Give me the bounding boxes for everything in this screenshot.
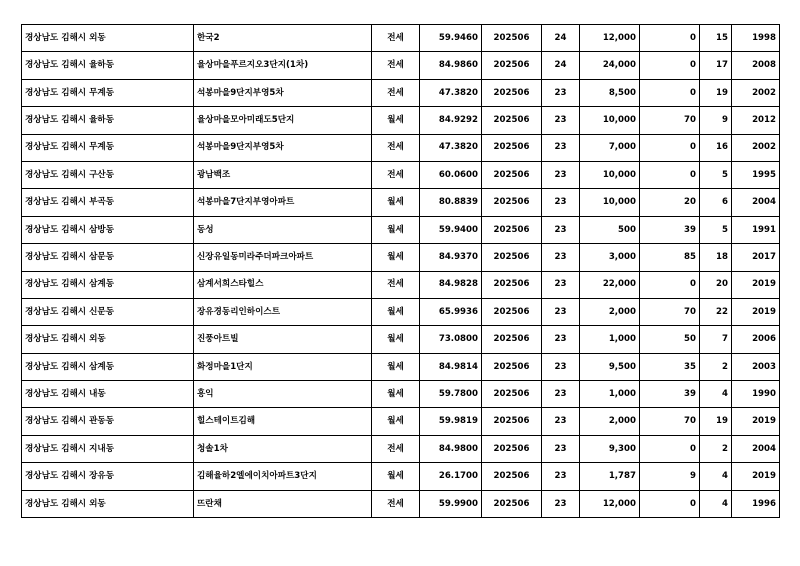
monthly-rent-cell: 85 bbox=[640, 244, 700, 271]
contract-month-cell: 202506 bbox=[482, 298, 542, 325]
floor-cell: 7 bbox=[700, 326, 732, 353]
apartment-name-cell: 김해율하2엘에이치아파트3단지 bbox=[194, 463, 372, 490]
apartment-name-cell: 석봉마을9단지부영5차 bbox=[194, 79, 372, 106]
area-cell: 59.7800 bbox=[420, 381, 482, 408]
monthly-rent-cell: 50 bbox=[640, 326, 700, 353]
area-cell: 59.9460 bbox=[420, 25, 482, 52]
area-cell: 59.9819 bbox=[420, 408, 482, 435]
build-year-cell: 2002 bbox=[732, 79, 780, 106]
area-cell: 59.9900 bbox=[420, 490, 482, 517]
area-cell: 84.9370 bbox=[420, 244, 482, 271]
build-year-cell: 2008 bbox=[732, 52, 780, 79]
area-cell: 84.9860 bbox=[420, 52, 482, 79]
table-row bbox=[22, 244, 780, 271]
monthly-rent-cell: 70 bbox=[640, 408, 700, 435]
build-year-cell: 2006 bbox=[732, 326, 780, 353]
region-cell: 경상남도 김해시 외동 bbox=[22, 25, 194, 52]
contract-day-cell: 23 bbox=[542, 79, 580, 106]
region-cell: 경상남도 김해시 삼문동 bbox=[22, 244, 194, 271]
contract-month-cell: 202506 bbox=[482, 107, 542, 134]
contract-month-cell: 202506 bbox=[482, 25, 542, 52]
build-year-cell: 1996 bbox=[732, 490, 780, 517]
deposit-cell: 3,000 bbox=[580, 244, 640, 271]
apartment-name-cell: 신장유일동미라주더파크아파트 bbox=[194, 244, 372, 271]
deposit-cell: 10,000 bbox=[580, 189, 640, 216]
contract-month-cell: 202506 bbox=[482, 353, 542, 380]
table-row bbox=[22, 353, 780, 380]
monthly-rent-cell: 70 bbox=[640, 107, 700, 134]
table-row bbox=[22, 25, 780, 52]
build-year-cell: 2019 bbox=[732, 463, 780, 490]
apartment-name-cell: 청솔1차 bbox=[194, 435, 372, 462]
area-cell: 26.1700 bbox=[420, 463, 482, 490]
contract-day-cell: 23 bbox=[542, 353, 580, 380]
build-year-cell: 2019 bbox=[732, 298, 780, 325]
apartment-name-cell: 삼계서희스타힐스 bbox=[194, 271, 372, 298]
lease-type-cell: 월세 bbox=[372, 216, 420, 243]
area-cell: 60.0600 bbox=[420, 161, 482, 188]
contract-day-cell: 23 bbox=[542, 134, 580, 161]
deposit-cell: 2,000 bbox=[580, 408, 640, 435]
contract-month-cell: 202506 bbox=[482, 463, 542, 490]
apartment-name-cell: 광남백조 bbox=[194, 161, 372, 188]
contract-day-cell: 23 bbox=[542, 244, 580, 271]
lease-type-cell: 월세 bbox=[372, 107, 420, 134]
region-cell: 경상남도 김해시 관동동 bbox=[22, 408, 194, 435]
monthly-rent-cell: 0 bbox=[640, 271, 700, 298]
lease-type-cell: 월세 bbox=[372, 463, 420, 490]
transaction-table bbox=[21, 24, 780, 518]
contract-month-cell: 202506 bbox=[482, 189, 542, 216]
table-row bbox=[22, 435, 780, 462]
floor-cell: 6 bbox=[700, 189, 732, 216]
deposit-cell: 2,000 bbox=[580, 298, 640, 325]
area-cell: 73.0800 bbox=[420, 326, 482, 353]
deposit-cell: 1,000 bbox=[580, 381, 640, 408]
table-row bbox=[22, 298, 780, 325]
area-cell: 84.9814 bbox=[420, 353, 482, 380]
deposit-cell: 9,300 bbox=[580, 435, 640, 462]
lease-type-cell: 월세 bbox=[372, 298, 420, 325]
region-cell: 경상남도 김해시 무계동 bbox=[22, 134, 194, 161]
contract-day-cell: 23 bbox=[542, 381, 580, 408]
monthly-rent-cell: 0 bbox=[640, 161, 700, 188]
build-year-cell: 2004 bbox=[732, 189, 780, 216]
table-row bbox=[22, 463, 780, 490]
build-year-cell: 2019 bbox=[732, 271, 780, 298]
monthly-rent-cell: 20 bbox=[640, 189, 700, 216]
monthly-rent-cell: 0 bbox=[640, 134, 700, 161]
apartment-name-cell: 한국2 bbox=[194, 25, 372, 52]
table-row bbox=[22, 189, 780, 216]
area-cell: 47.3820 bbox=[420, 79, 482, 106]
lease-type-cell: 월세 bbox=[372, 381, 420, 408]
contract-day-cell: 23 bbox=[542, 435, 580, 462]
lease-type-cell: 월세 bbox=[372, 408, 420, 435]
contract-month-cell: 202506 bbox=[482, 408, 542, 435]
monthly-rent-cell: 70 bbox=[640, 298, 700, 325]
apartment-name-cell: 율상마을모아미래도5단지 bbox=[194, 107, 372, 134]
contract-month-cell: 202506 bbox=[482, 134, 542, 161]
deposit-cell: 7,000 bbox=[580, 134, 640, 161]
table-row bbox=[22, 408, 780, 435]
contract-day-cell: 23 bbox=[542, 463, 580, 490]
apartment-name-cell: 뜨란채 bbox=[194, 490, 372, 517]
contract-month-cell: 202506 bbox=[482, 244, 542, 271]
deposit-cell: 10,000 bbox=[580, 161, 640, 188]
floor-cell: 15 bbox=[700, 25, 732, 52]
region-cell: 경상남도 김해시 부곡동 bbox=[22, 189, 194, 216]
table-row bbox=[22, 381, 780, 408]
lease-type-cell: 전세 bbox=[372, 79, 420, 106]
table-row bbox=[22, 79, 780, 106]
deposit-cell: 10,000 bbox=[580, 107, 640, 134]
monthly-rent-cell: 39 bbox=[640, 381, 700, 408]
lease-type-cell: 월세 bbox=[372, 189, 420, 216]
monthly-rent-cell: 0 bbox=[640, 52, 700, 79]
table-row bbox=[22, 216, 780, 243]
contract-day-cell: 24 bbox=[542, 25, 580, 52]
lease-type-cell: 전세 bbox=[372, 271, 420, 298]
region-cell: 경상남도 김해시 외동 bbox=[22, 490, 194, 517]
apartment-name-cell: 장유경동리인하이스트 bbox=[194, 298, 372, 325]
contract-month-cell: 202506 bbox=[482, 79, 542, 106]
region-cell: 경상남도 김해시 율하동 bbox=[22, 107, 194, 134]
table-row bbox=[22, 490, 780, 517]
floor-cell: 17 bbox=[700, 52, 732, 79]
region-cell: 경상남도 김해시 신문동 bbox=[22, 298, 194, 325]
contract-month-cell: 202506 bbox=[482, 216, 542, 243]
contract-day-cell: 23 bbox=[542, 326, 580, 353]
contract-month-cell: 202506 bbox=[482, 326, 542, 353]
table-row bbox=[22, 271, 780, 298]
region-cell: 경상남도 김해시 외동 bbox=[22, 326, 194, 353]
lease-type-cell: 전세 bbox=[372, 490, 420, 517]
region-cell: 경상남도 김해시 삼계동 bbox=[22, 353, 194, 380]
apartment-name-cell: 힐스테이트김해 bbox=[194, 408, 372, 435]
contract-month-cell: 202506 bbox=[482, 381, 542, 408]
region-cell: 경상남도 김해시 구산동 bbox=[22, 161, 194, 188]
monthly-rent-cell: 0 bbox=[640, 79, 700, 106]
floor-cell: 2 bbox=[700, 435, 732, 462]
apartment-name-cell: 진풍아트빌 bbox=[194, 326, 372, 353]
contract-month-cell: 202506 bbox=[482, 490, 542, 517]
deposit-cell: 9,500 bbox=[580, 353, 640, 380]
area-cell: 65.9936 bbox=[420, 298, 482, 325]
build-year-cell: 2012 bbox=[732, 107, 780, 134]
area-cell: 59.9400 bbox=[420, 216, 482, 243]
contract-day-cell: 23 bbox=[542, 107, 580, 134]
lease-type-cell: 월세 bbox=[372, 326, 420, 353]
build-year-cell: 2003 bbox=[732, 353, 780, 380]
apartment-name-cell: 석봉마을7단지부영아파트 bbox=[194, 189, 372, 216]
floor-cell: 19 bbox=[700, 79, 732, 106]
contract-month-cell: 202506 bbox=[482, 435, 542, 462]
contract-day-cell: 23 bbox=[542, 490, 580, 517]
table-row bbox=[22, 107, 780, 134]
contract-day-cell: 23 bbox=[542, 161, 580, 188]
floor-cell: 16 bbox=[700, 134, 732, 161]
deposit-cell: 12,000 bbox=[580, 490, 640, 517]
area-cell: 47.3820 bbox=[420, 134, 482, 161]
deposit-cell: 22,000 bbox=[580, 271, 640, 298]
region-cell: 경상남도 김해시 삼방동 bbox=[22, 216, 194, 243]
region-cell: 경상남도 김해시 지내동 bbox=[22, 435, 194, 462]
region-cell: 경상남도 김해시 내동 bbox=[22, 381, 194, 408]
area-cell: 80.8839 bbox=[420, 189, 482, 216]
monthly-rent-cell: 9 bbox=[640, 463, 700, 490]
build-year-cell: 2019 bbox=[732, 408, 780, 435]
build-year-cell: 2004 bbox=[732, 435, 780, 462]
build-year-cell: 1990 bbox=[732, 381, 780, 408]
floor-cell: 2 bbox=[700, 353, 732, 380]
contract-day-cell: 24 bbox=[542, 52, 580, 79]
apartment-name-cell: 흥익 bbox=[194, 381, 372, 408]
table-row bbox=[22, 134, 780, 161]
region-cell: 경상남도 김해시 율하동 bbox=[22, 52, 194, 79]
lease-type-cell: 전세 bbox=[372, 134, 420, 161]
floor-cell: 4 bbox=[700, 490, 732, 517]
build-year-cell: 2017 bbox=[732, 244, 780, 271]
area-cell: 84.9292 bbox=[420, 107, 482, 134]
floor-cell: 9 bbox=[700, 107, 732, 134]
contract-day-cell: 23 bbox=[542, 408, 580, 435]
deposit-cell: 24,000 bbox=[580, 52, 640, 79]
apartment-name-cell: 화정마을1단지 bbox=[194, 353, 372, 380]
floor-cell: 5 bbox=[700, 216, 732, 243]
lease-type-cell: 월세 bbox=[372, 244, 420, 271]
build-year-cell: 2002 bbox=[732, 134, 780, 161]
region-cell: 경상남도 김해시 무계동 bbox=[22, 79, 194, 106]
area-cell: 84.9800 bbox=[420, 435, 482, 462]
apartment-name-cell: 동성 bbox=[194, 216, 372, 243]
contract-day-cell: 23 bbox=[542, 216, 580, 243]
monthly-rent-cell: 0 bbox=[640, 435, 700, 462]
floor-cell: 18 bbox=[700, 244, 732, 271]
lease-type-cell: 전세 bbox=[372, 435, 420, 462]
monthly-rent-cell: 35 bbox=[640, 353, 700, 380]
floor-cell: 19 bbox=[700, 408, 732, 435]
deposit-cell: 1,000 bbox=[580, 326, 640, 353]
contract-day-cell: 23 bbox=[542, 189, 580, 216]
floor-cell: 4 bbox=[700, 463, 732, 490]
deposit-cell: 1,787 bbox=[580, 463, 640, 490]
floor-cell: 20 bbox=[700, 271, 732, 298]
contract-month-cell: 202506 bbox=[482, 161, 542, 188]
deposit-cell: 8,500 bbox=[580, 79, 640, 106]
table-row bbox=[22, 52, 780, 79]
contract-day-cell: 23 bbox=[542, 298, 580, 325]
table-row bbox=[22, 161, 780, 188]
contract-month-cell: 202506 bbox=[482, 271, 542, 298]
build-year-cell: 1991 bbox=[732, 216, 780, 243]
apartment-name-cell: 율상마을푸르지오3단지(1차) bbox=[194, 52, 372, 79]
area-cell: 84.9828 bbox=[420, 271, 482, 298]
lease-type-cell: 전세 bbox=[372, 52, 420, 79]
region-cell: 경상남도 김해시 삼계동 bbox=[22, 271, 194, 298]
table-body bbox=[22, 25, 780, 518]
build-year-cell: 1995 bbox=[732, 161, 780, 188]
monthly-rent-cell: 39 bbox=[640, 216, 700, 243]
lease-type-cell: 월세 bbox=[372, 353, 420, 380]
contract-month-cell: 202506 bbox=[482, 52, 542, 79]
lease-type-cell: 전세 bbox=[372, 25, 420, 52]
apartment-name-cell: 석봉마을9단지부영5차 bbox=[194, 134, 372, 161]
floor-cell: 4 bbox=[700, 381, 732, 408]
monthly-rent-cell: 0 bbox=[640, 490, 700, 517]
contract-day-cell: 23 bbox=[542, 271, 580, 298]
lease-type-cell: 전세 bbox=[372, 161, 420, 188]
floor-cell: 5 bbox=[700, 161, 732, 188]
monthly-rent-cell: 0 bbox=[640, 25, 700, 52]
region-cell: 경상남도 김해시 장유동 bbox=[22, 463, 194, 490]
deposit-cell: 500 bbox=[580, 216, 640, 243]
deposit-cell: 12,000 bbox=[580, 25, 640, 52]
build-year-cell: 1998 bbox=[732, 25, 780, 52]
table-row bbox=[22, 326, 780, 353]
floor-cell: 22 bbox=[700, 298, 732, 325]
